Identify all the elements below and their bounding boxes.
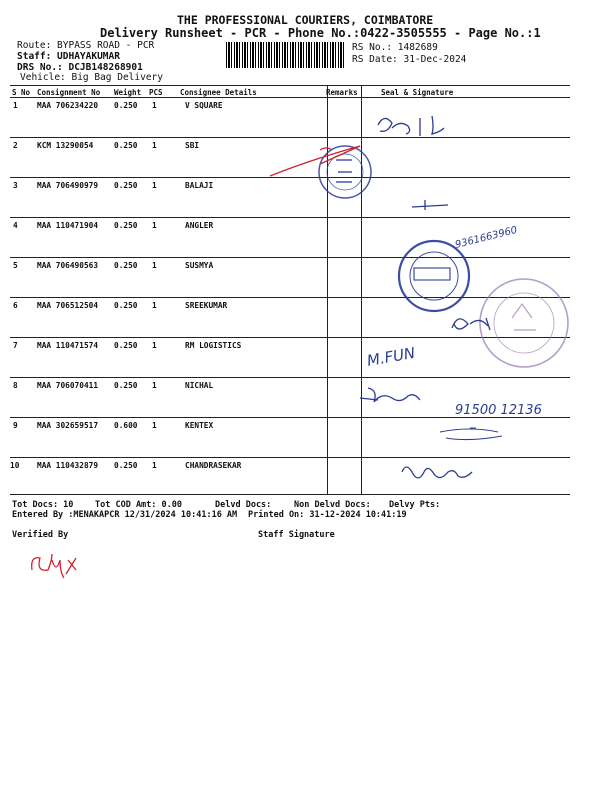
delivered-docs: Delvd Docs: — [215, 500, 272, 510]
entered-by: Entered By :MENAKAPCR 12/31/2024 10:41:16 AM — [12, 510, 238, 520]
col-consignment: Consignment No — [37, 88, 101, 97]
row-consignment: MAA 706234220 — [37, 101, 99, 110]
row-weight: 0.250 — [114, 381, 138, 390]
row-consignee: ANGLER — [185, 221, 214, 230]
row-sno: 4 — [13, 221, 18, 230]
col-pcs: PCS — [149, 88, 163, 97]
row-consignment: MAA 110471904 — [37, 221, 99, 230]
phone-note-2: 91500 12136 — [455, 403, 542, 418]
row-consignment: MAA 706490563 — [37, 261, 99, 270]
round-stamp-blue — [399, 241, 469, 311]
row-consignee: SUSMYA — [185, 261, 214, 270]
vehicle-text: Vehicle: Big Bag Delivery — [20, 72, 163, 83]
staff-text: Staff: UDHAYAKUMAR — [17, 51, 120, 62]
row-weight: 0.250 — [114, 221, 138, 230]
row-sno: 5 — [13, 261, 18, 270]
row-consignee: BALAJI — [185, 181, 214, 190]
round-stamp-purple — [480, 279, 568, 367]
row-pcs: 1 — [152, 341, 157, 350]
drs-number: DRS No.: DCJB148268901 — [17, 62, 143, 73]
row-sno: 10 — [10, 461, 20, 470]
row-sno: 6 — [13, 301, 18, 310]
rs-number: RS No.: 1482689 — [352, 42, 438, 53]
row-pcs: 1 — [152, 101, 157, 110]
signature-row-10 — [402, 467, 472, 478]
row-consignee: RM LOGISTICS — [185, 341, 242, 350]
signature-row-6 — [452, 318, 490, 330]
row-weight: 0.250 — [114, 261, 138, 270]
signature-row-9 — [440, 428, 502, 440]
printed-on: Printed On: 31-12-2024 10:41:19 — [248, 510, 407, 520]
col-remarks: Remarks — [326, 88, 358, 97]
row-pcs: 1 — [152, 181, 157, 190]
row-consignee: CHANDRASEKAR — [185, 461, 242, 470]
row-pcs: 1 — [152, 421, 157, 430]
tot-docs: Tot Docs: 10 — [12, 500, 74, 510]
runsheet-subtitle: Delivery Runsheet - PCR - Phone No.:0422-3505555 - Page No.:1 — [100, 26, 541, 40]
row-consignment: MAA 110471574 — [37, 341, 99, 350]
phone-note-1: 9361663960 — [454, 224, 519, 251]
col-consignee: Consignee Details — [180, 88, 257, 97]
row-weight: 0.250 — [114, 141, 138, 150]
row-consignment: MAA 706070411 — [37, 381, 99, 390]
row-sno: 7 — [13, 341, 18, 350]
col-seal: Seal & Signature — [381, 88, 454, 97]
row-weight: 0.250 — [114, 101, 138, 110]
row-consignee: V SQUARE — [185, 101, 223, 110]
row-weight: 0.250 — [114, 181, 138, 190]
round-stamp-sbi — [319, 146, 371, 198]
row-weight: 0.250 — [114, 461, 138, 470]
signature-row-8 — [360, 388, 420, 402]
row-sno: 8 — [13, 381, 18, 390]
signature-row-1 — [378, 116, 444, 136]
delivery-points: Delvy Pts: — [389, 500, 441, 510]
row-pcs: 1 — [152, 301, 157, 310]
route-text: Route: BYPASS ROAD - PCR — [17, 40, 155, 51]
row-sno: 3 — [13, 181, 18, 190]
tot-cod-amount: Tot COD Amt: 0.00 — [95, 500, 182, 510]
row-consignment: MAA 302659517 — [37, 421, 99, 430]
row-weight: 0.600 — [114, 421, 138, 430]
row-pcs: 1 — [152, 221, 157, 230]
row-sno: 1 — [13, 101, 18, 110]
verified-initials — [32, 554, 76, 578]
col-sno: S No — [12, 88, 31, 97]
rs-date: RS Date: 31-Dec-2024 — [352, 54, 467, 65]
signature-row-3 — [412, 200, 448, 210]
row-consignee: SREEKUMAR — [185, 301, 228, 310]
row-sno: 9 — [13, 421, 18, 430]
staff-signature-label: Staff Signature — [258, 530, 335, 540]
row-pcs: 1 — [152, 141, 157, 150]
non-delivered-docs: Non Delvd Docs: — [294, 500, 371, 510]
row-sno: 2 — [13, 141, 18, 150]
row-consignment: MAA 706490979 — [37, 181, 99, 190]
col-weight: Weight — [114, 88, 142, 97]
row-consignee: NICHAL — [185, 381, 214, 390]
initials-note: M.FUN — [365, 343, 417, 370]
row-consignment: MAA 706512504 — [37, 301, 99, 310]
row-weight: 0.250 — [114, 341, 138, 350]
row-consignee: SBI — [185, 141, 200, 150]
document-title: THE PROFESSIONAL COURIERS, COIMBATORE — [177, 13, 434, 27]
row-consignment: MAA 110432879 — [37, 461, 99, 470]
row-weight: 0.250 — [114, 301, 138, 310]
row-consignee: KENTEX — [185, 421, 214, 430]
row-pcs: 1 — [152, 381, 157, 390]
row-consignment: KCM 13290054 — [37, 141, 94, 150]
verified-by-label: Verified By — [12, 530, 69, 540]
row-pcs: 1 — [152, 461, 157, 470]
row-pcs: 1 — [152, 261, 157, 270]
